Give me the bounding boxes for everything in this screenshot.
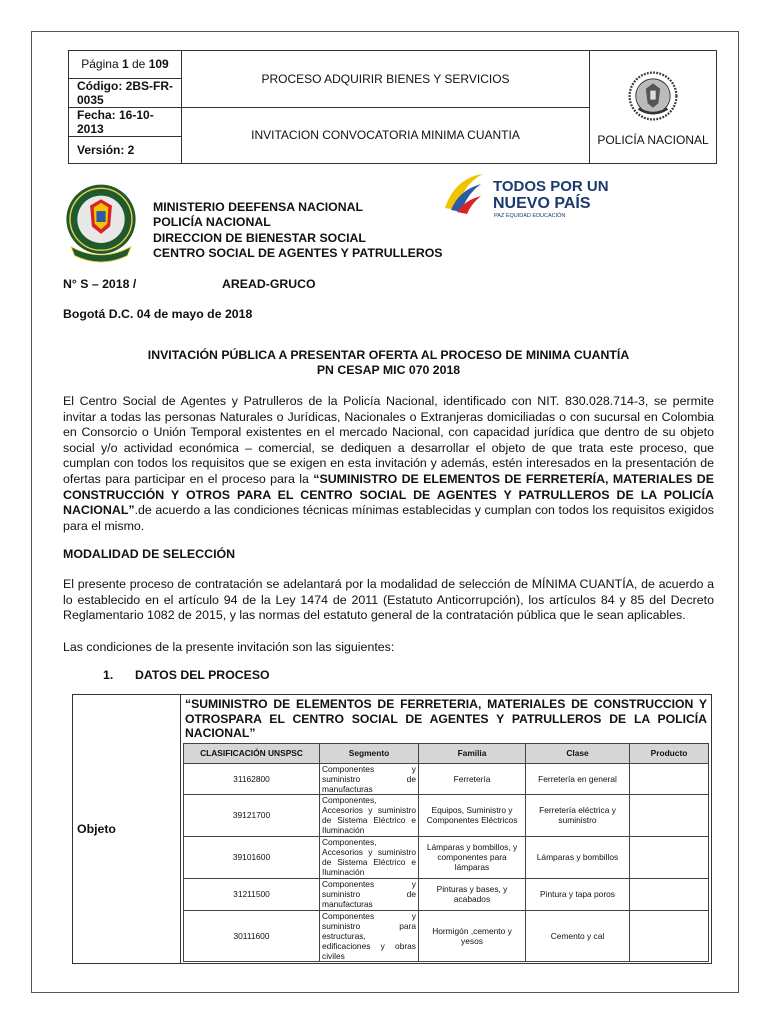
cell-familia: Hormigón ,cemento y yesos [419, 910, 526, 961]
col-familia: Familia [419, 743, 526, 763]
table-row [184, 836, 709, 878]
table-row [184, 794, 709, 836]
institution-block [153, 200, 442, 261]
police-seal-icon [60, 181, 142, 263]
cell-producto [630, 763, 709, 794]
objeto-heading: “SUMINISTRO DE ELEMENTOS DE FERRETERIA, MATERIALES DE CONSTRUCCION Y OTROSPARA EL CENTRO SOCIAL DE AGENTES Y PATRULLEROS DE LA POLICÍA NACIONAL” [185, 697, 707, 740]
cell-familia: Pinturas y bases, y acabados [419, 878, 526, 910]
unspsc-table [183, 743, 709, 962]
cell-segmento: Componentes y suministro para estructuras, edificaciones y obras civiles [320, 910, 419, 961]
cell-clase: Cemento y cal [526, 910, 630, 961]
cell-familia: Lámparas y bombillos, y componentes para lámparas [419, 836, 526, 878]
conditions-paragraph: Las condiciones de la presente invitación son las siguientes: [63, 640, 395, 654]
cell-segmento: Componentes y suministro de manufacturas [320, 763, 419, 794]
fecha: Fecha: 16-10-2013 [69, 107, 182, 136]
intro-paragraph: El Centro Social de Agentes y Patrulleros de la Policía Nacional, identificado con NIT. 830.028.714-3, se permite invitar a todas las personas Naturales o Jurídicas, Nacionales o Extranjeras domiciliadas o con sucursal en Colombia en Consorcio o Unión Temporal existentes en el mercado Nacional, con capacidad jurídica que dentro de su objeto social y/o actividad económica – comercial, se dediquen a desarrollar el objeto de que trata este proceso, que cumplan con todos los requisitos que se exigen en esta invitación y además, estén interesados en la presentación de ofertas para participar en el proceso para la “SUMINISTRO DE ELEMENTOS DE FERRETERÍA, MATERIALES DE CONSTRUCCIÓN Y OTROS PARA EL CENTRO SOCIAL DE AGENTES Y PATRULLEROS DE LA POLICÍA NACIONAL”.de acuerdo a las condiciones técnicas mínimas establecidas y cumplan con todos los requisitos exigidos para el mismo. [63, 394, 714, 533]
document-title [63, 348, 714, 377]
page-counter: Página 1 de 109 [69, 51, 182, 79]
logo-line2: NUEVO PAÍS [493, 195, 591, 212]
cell-familia: Equipos, Suministro y Componentes Eléctricos [419, 794, 526, 836]
col-segmento: Segmento [320, 743, 419, 763]
todos-por-un-nuevo-pais-logo [443, 170, 618, 220]
section-number: 1. [103, 668, 114, 682]
cell-code: 31162800 [184, 763, 320, 794]
cell-code: 31211500 [184, 878, 320, 910]
process-title: PROCESO ADQUIRIR BIENES Y SERVICIOS [182, 51, 590, 108]
col-producto: Producto [630, 743, 709, 763]
cell-producto [630, 878, 709, 910]
document-header-table [68, 50, 717, 164]
cell-segmento: Componentes y suministro de manufacturas [320, 878, 419, 910]
institution-direction: DIRECCION DE BIENESTAR SOCIAL [153, 230, 366, 245]
reference-area: AREAD-GRUCO [222, 277, 316, 291]
institution-ministry: MINISTERIO DEEFENSA NACIONAL [153, 200, 363, 214]
cell-clase: Ferretería en general [526, 763, 630, 794]
document-title-line1: INVITACIÓN PÚBLICA A PRESENTAR OFERTA AL PROCESO DE MINIMA CUANTÍA [147, 348, 630, 362]
section-title: DATOS DEL PROCESO [135, 668, 270, 682]
org-label: POLICÍA NACIONAL [597, 133, 709, 147]
modalidad-paragraph: El presente proceso de contratación se adelantará por la modalidad de selección de MÍNIMA CUANTÍA, de acuerdo a lo establecido en el artículo 94 de la Ley 1474 de 2011 (Estatuto Anticorrupción), los artículos 84 y 85 del Decreto Reglamentario 1082 de 2015, y las normas del estatuto general de la contratación pública que le sean aplicables. [63, 577, 714, 623]
cell-segmento: Componentes, Accesorios y suministro de Sistema Eléctrico e Iluminación [320, 836, 419, 878]
objeto-table [72, 694, 712, 964]
objeto-label: Objeto [73, 695, 181, 964]
cell-clase: Pintura y tapa poros [526, 878, 630, 910]
logo-tagline: PAZ EQUIDAD EDUCACIÓN [494, 213, 566, 219]
cell-clase: Ferretería eléctrica y suministro [526, 794, 630, 836]
codigo: Código: 2BS-FR-0035 [69, 78, 182, 107]
cell-producto [630, 836, 709, 878]
police-seal-small-icon [626, 69, 680, 123]
unspsc-header-row [184, 743, 709, 763]
objeto-content [181, 695, 712, 964]
col-clase: Clase [526, 743, 630, 763]
cell-familia: Ferretería [419, 763, 526, 794]
table-row [184, 878, 709, 910]
modalidad-heading: MODALIDAD DE SELECCIÓN [63, 547, 236, 561]
cell-producto [630, 794, 709, 836]
document-title-line2: PN CESAP MIC 070 2018 [316, 362, 461, 377]
police-seal-cell [590, 51, 717, 164]
cell-code: 39101600 [184, 836, 320, 878]
cell-code: 39121700 [184, 794, 320, 836]
institution-center: CENTRO SOCIAL DE AGENTES Y PATRULLEROS [153, 245, 443, 260]
reference-number: N° S – 2018 / [63, 277, 137, 291]
col-clasificacion: CLASIFICACIÓN UNSPSC [184, 743, 320, 763]
logo-line1: TODOS POR UN [493, 178, 609, 195]
invitation-title: INVITACION CONVOCATORIA MINIMA CUANTIA [182, 107, 590, 164]
cell-producto [630, 910, 709, 961]
table-row [184, 910, 709, 961]
cell-code: 30111600 [184, 910, 320, 961]
cell-segmento: Componentes, Accesorios y suministro de Sistema Eléctrico e Iluminación [320, 794, 419, 836]
version: Versión: 2 [69, 136, 182, 164]
place-date: Bogotá D.C. 04 de mayo de 2018 [63, 307, 253, 321]
cell-clase: Lámparas y bombillos [526, 836, 630, 878]
institution-police: POLICÍA NACIONAL [153, 215, 271, 230]
table-row [184, 763, 709, 794]
